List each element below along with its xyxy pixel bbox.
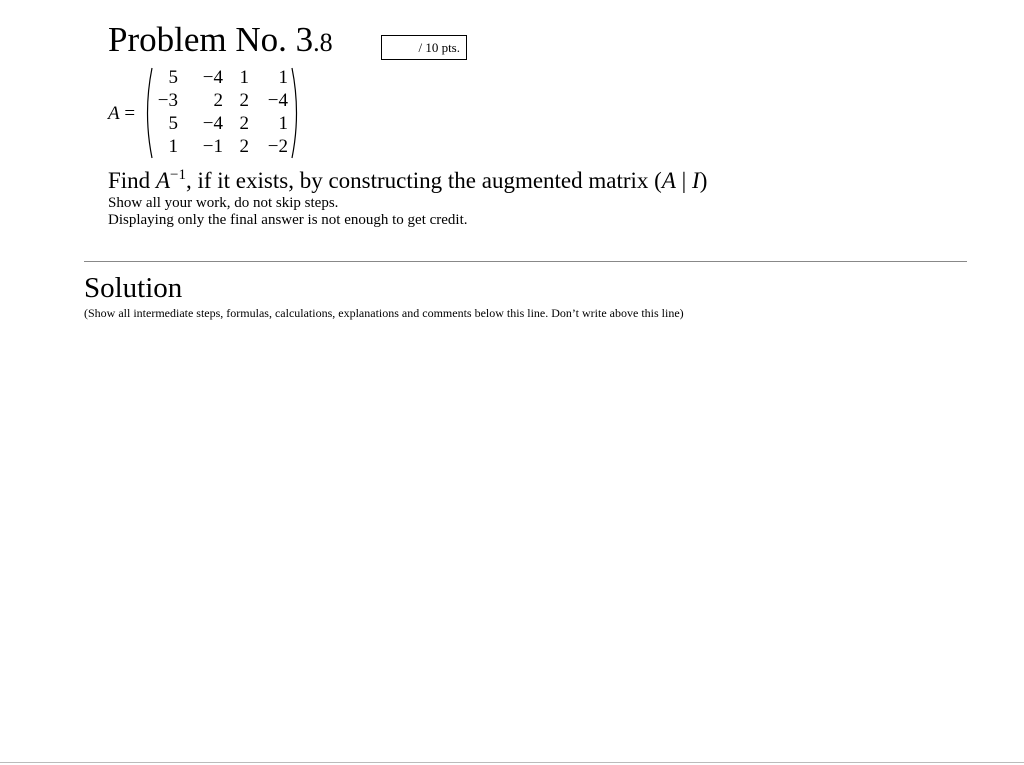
matrix-cell: 1 [278,67,288,88]
find-prefix: Find [108,168,156,193]
matrix-cell: −4 [202,113,223,134]
problem-title [108,18,333,65]
matrix-cell: 2 [213,90,223,111]
find-exponent: −1 [170,167,186,183]
matrix-a [142,66,302,160]
matrix-label [108,103,135,125]
problem-title-sub: .8 [313,28,333,57]
solution-title: Solution [84,272,183,304]
find-var: A [155,168,170,193]
matrix-cell: 1 [168,136,178,157]
matrix-cell: 2 [239,136,249,157]
matrix-cell: 5 [168,67,178,88]
points-box[interactable] [381,35,467,60]
problem-title-main: Problem No. 3 [108,20,314,59]
matrix-equals: = [124,103,136,124]
find-close: ) [699,168,708,193]
solution-note: (Show all intermediate steps, formulas, calculations, explanations and comments below this line. Don’t write above this line) [84,306,684,320]
matrix-name: A [108,103,120,124]
find-middle: , if it exists, by constructing the augmented matrix ( [185,168,662,193]
matrix-cell: −3 [157,90,178,111]
bottom-divider [0,762,1024,763]
solution-divider [84,261,967,262]
aug-a: A [661,168,676,193]
aug-separator: | [675,168,693,193]
matrix-cell: −1 [202,136,223,157]
right-paren-icon [290,66,302,160]
matrix-cell: 2 [239,90,249,111]
matrix-cell: 1 [278,113,288,134]
matrix-cell: −4 [267,90,288,111]
find-instruction [108,167,707,195]
matrix-cell: 1 [239,67,249,88]
points-label: / 10 pts. [418,40,460,55]
aug-i: I [692,168,700,193]
matrix-cell: 5 [168,113,178,134]
matrix-cell: −2 [267,136,288,157]
matrix-cell: −4 [202,67,223,88]
instruction-line-1: Show all your work, do not skip steps. [108,195,339,211]
matrix-cell: 2 [239,113,249,134]
instruction-line-2: Displaying only the final answer is not enough to get credit. [108,212,468,228]
